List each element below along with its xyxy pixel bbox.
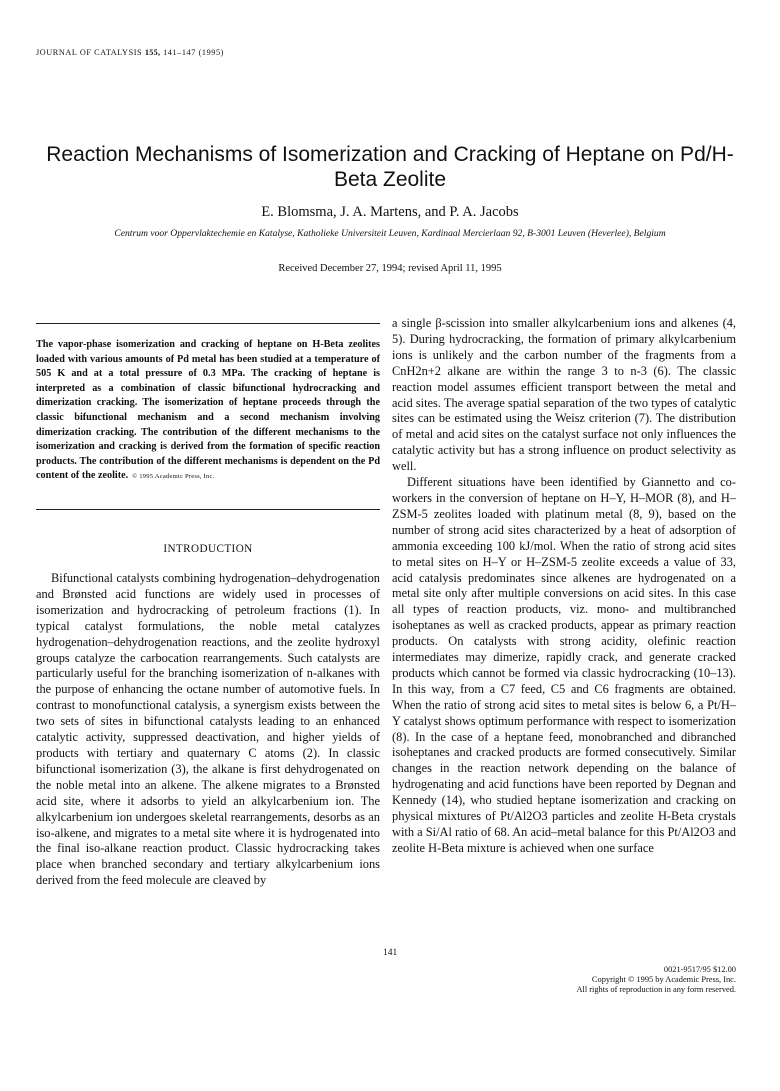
abstract-bottom-rule (36, 509, 380, 510)
abstract-copyright: © 1995 Academic Press, Inc. (132, 473, 215, 481)
intro-paragraph-2: Different situations have been identified by Giannetto and co-workers in the conversion of heptane on H–Y, H–MOR (8), and H–ZSM-5 zeolites loaded with platinum metal (8, 9), based on the number of strong acid sites characterized by a heat of adsorption of ammonia exceeding 100 kJ/mol. When the ratio of strong acid sites to metal sites on H–Y or H–ZSM-5 zeolite exceeds a value of 33, acid catalysis predominates since alkenes are hydrogenated on a metal site only after multiple conversions on acid sites. In this case all types of reaction products, viz. mono- and multibranched isoheptanes as well as cracked products, appear as primary reaction products. On catalysts with strong acidity, olefinic reaction intermediates may dimerize, rapidly crack, and generate cracked products which cannot be formed via classic hydrocracking (10–13). In this way, from a C7 feed, C5 and C6 fragments are obtained. When the ratio of strong acid sites to metal sites is below 6, a Pt/H–Y catalyst shows optimum performance with respect to isomerization (8). In the case of a heptane feed, monobranched and dibranched isoheptanes and cracked products are formed consecutively. Similar changes in the reaction network depending on the balance of hydrogenating and acid functions have been reported by Degnan and Kennedy (14), who studied heptane isomerization and cracking on physical mixtures of Pt/Al2O3 particles and zeolite H-Beta crystals with a Si/Al ratio of 68. An acid–metal balance for this Pt/Al2O3 and zeolite H-Beta mixture is achieved when one surface (392, 475, 736, 855)
article-title: Reaction Mechanisms of Isomerization and Cracking of Heptane on Pd/H-Beta Zeolite (46, 143, 734, 191)
footer-rights: All rights of reproduction in any form reserved. (576, 985, 736, 994)
abstract (36, 338, 380, 485)
footer-code: 0021-9517/95 $12.00 (663, 965, 736, 974)
received-dates: Received December 27, 1994; revised April 11, 1995 (278, 263, 502, 274)
article-authors: E. Blomsma, J. A. Martens, and P. A. Jacobs (261, 204, 519, 220)
intro-paragraph-1: Bifunctional catalysts combining hydrogenation–dehydrogenation and Brønsted acid functions are widely used in processes of isomerization and hydrocracking of petroleum fractions (1). In typical catalyst formulations, the noble metal catalyzes hydrogenation–dehydrogenation reactions, and the zeolite hydroxyl groups catalyze the carbocation rearrangements. Such catalysts are particularly useful for the branching isomerization of n-alkanes with the purpose of enhancing the octane number of automotive fuels. In contrast to monofunctional catalysis, a synergism exists between the two sets of sites in bifunctional catalysts leading to an enhanced catalytic activity, suppressed deactivation, and higher yields of products with tertiary and quaternary C atoms (2). In classic bifunctional isomerization (3), the alkane is first dehydrogenated on the noble metal into an alkene. The alkene migrates to a Brønsted acid site, where it adsorbs to yield an alkylcarbenium ion. The alkylcarbenium ion undergoes skeletal rearrangements, desorbs as an iso-alkene, and migrates to a metal site where it is hydrogenated into the final iso-alkane reaction product. Classic hydrocracking takes place when branched secondary and tertiary alkylcarbenium ions derived from the feed molecule are cleaved by (36, 571, 380, 888)
page-number: 141 (383, 948, 398, 958)
section-heading-introduction: INTRODUCTION (163, 543, 253, 555)
journal-name: JOURNAL OF CATALYSIS (36, 48, 143, 57)
journal-volume: 155, (144, 48, 161, 57)
journal-pages-year: 141–147 (1995) (163, 48, 224, 57)
copyright-footer (436, 965, 736, 995)
left-column (36, 571, 380, 889)
right-column (392, 316, 736, 857)
author-affiliation: Centrum voor Oppervlaktechemie en Katalyse, Katholieke Universiteit Leuven, Kardinaal Mercierlaan 92, B-3001 Leuven (Heverlee), Belgium (114, 228, 666, 239)
abstract-text: The vapor-phase isomerization and cracking of heptane on H-Beta zeolites loaded with various amounts of Pd metal has been studied at a temperature of 505 K and at a total pressure of 0.3 MPa. The cracking of heptane is interpreted as a combination of classic bifunctional hydrocracking and dimerization cracking. The isomerization of heptane proceeds through the classic bifunctional mechanism and a second mechanism involving dimerization cracking. The contribution of the different mechanisms to the isomerization and cracking is derived from the formation of specific reaction products. The contribution of the different mechanisms is dependent on the Pd content of the zeolite. (36, 339, 380, 482)
abstract-top-rule (36, 323, 380, 324)
journal-header (36, 48, 224, 57)
intro-paragraph-1-continued: a single β-scission into smaller alkylcarbenium ions and alkenes (4, 5). During hydrocracking, the formation of primary alkylcarbenium ions is unlikely and the carbon number of the fragments from a CnH2n+2 alkane are within the range 3 to n-3 (6). The classic reaction model assumes efficient transport between the metal and acid sites. The average spatial separation of the two types of catalytic sites can be estimated using the Weisz criterion (7). The distribution of metal and acid sites on the catalyst surface not only influences the catalytic activity but has a strong influence on product selectivity as well. (392, 316, 736, 474)
footer-copyright: Copyright © 1995 by Academic Press, Inc. (591, 975, 736, 984)
